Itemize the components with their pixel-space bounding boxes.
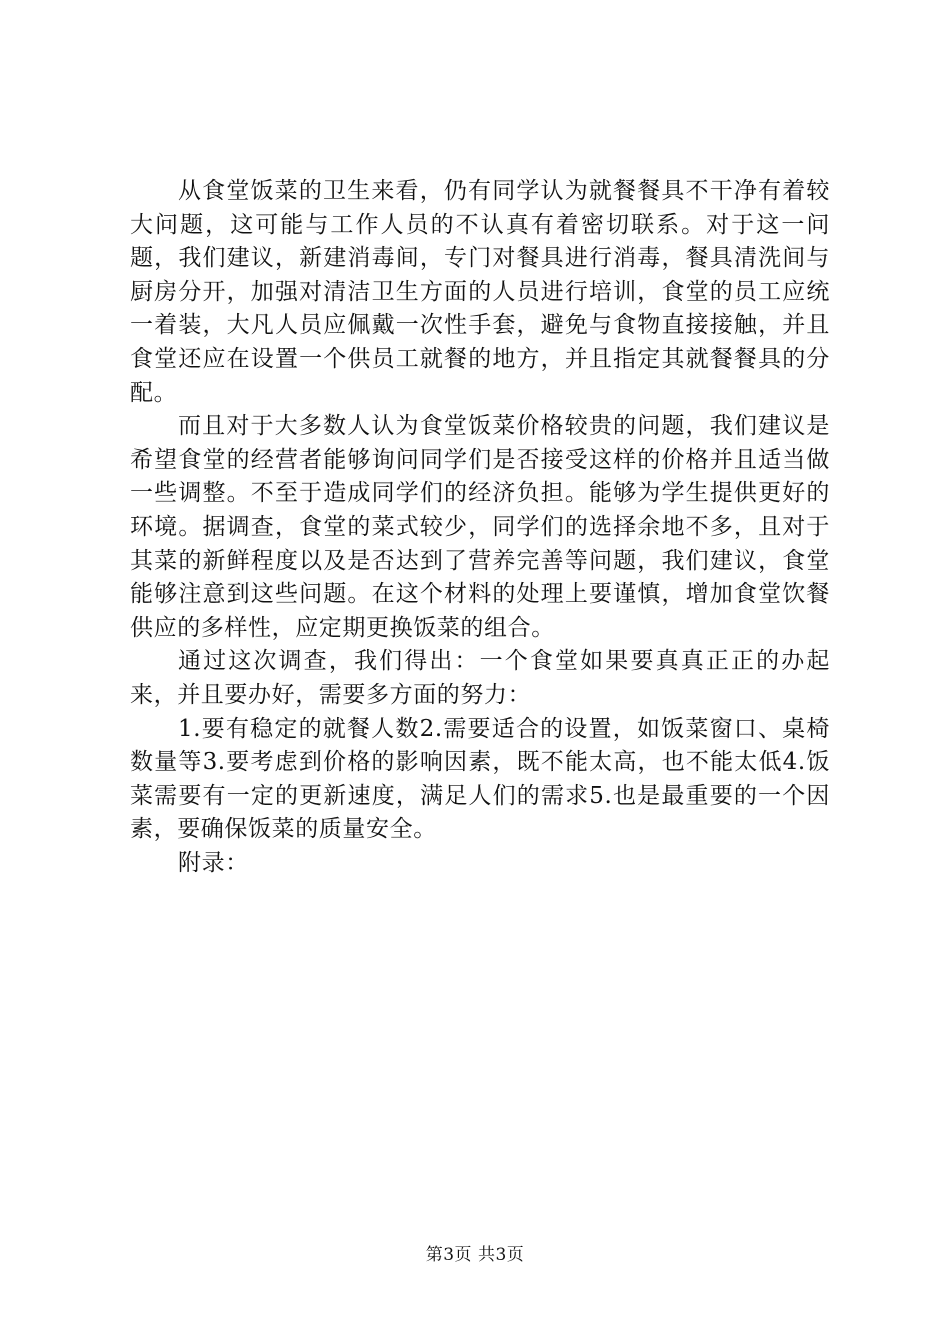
document-body (130, 175, 830, 880)
paragraph-conclusion: 通过这次调查，我们得出：一个食堂如果要真真正正的办起来，并且要办好，需要多方面的努力： (130, 648, 830, 708)
paragraph-hygiene: 从食堂饭菜的卫生来看，仍有同学认为就餐餐具不干净有着较大问题，这可能与工作人员的不认真有着密切联系。对于这一问题，我们建议，新建消毒间，专门对餐具进行消毒，餐具清洗间与厨房分开，加强对清洁卫生方面的人员进行培训，食堂的员工应统一着装，大凡人员应佩戴一次性手套，避免与食物直接接触，并且食堂还应在设置一个供员工就餐的地方，并且指定其就餐餐具的分配。 (130, 178, 830, 406)
paragraph-list: 1.要有稳定的就餐人数2.需要适合的设置，如饭菜窗口、桌椅数量等3.要考虑到价格的影响因素，既不能太高，也不能太低4.饭菜需要有一定的更新速度，满足人们的需求5.也是最重要的一个因素，要确保饭菜的质量安全。 (130, 715, 830, 843)
page-footer: 第3页 共3页 (425, 1245, 525, 1265)
paragraph-price: 而且对于大多数人认为食堂饭菜价格较贵的问题，我们建议是希望食堂的经营者能够询问同学们是否接受这样的价格并且适当做一些调整。不至于造成同学们的经济负担。能够为学生提供更好的环境。据调查，食堂的菜式较少，同学们的选择余地不多，且对于其菜的新鲜程度以及是否达到了营养完善等问题，我们建议，食堂能够注意到这些问题。在这个材料的处理上要谨慎，增加食堂饮餐供应的多样性，应定期更换饭菜的组合。 (130, 413, 830, 641)
paragraph-appendix: 附录： (178, 849, 249, 876)
